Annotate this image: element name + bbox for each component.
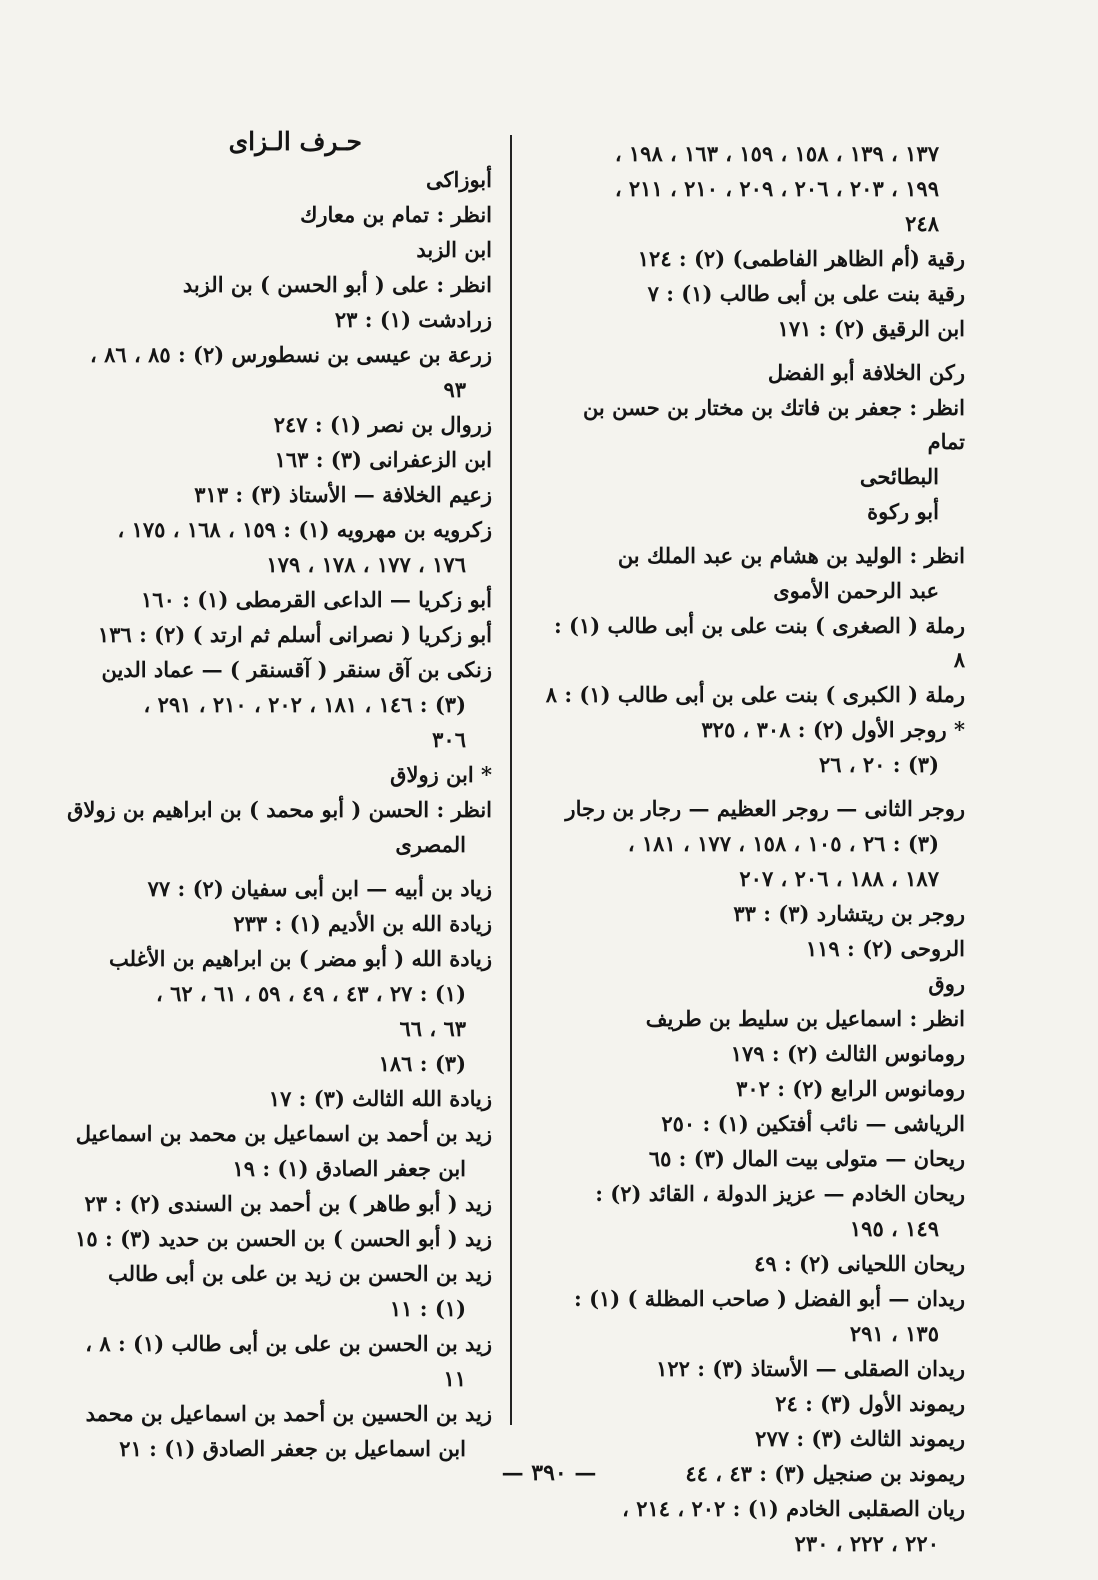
- index-entry: [540, 356, 965, 390]
- index-entry-text: ريحان — متولى بيت المال (٣) : ٦٥: [648, 1146, 965, 1171]
- index-entry-text: البطائحى: [859, 464, 939, 489]
- index-entry-text: رومانوس الثالث (٢) : ١٧٩: [730, 1041, 965, 1066]
- index-entry: [60, 1327, 492, 1361]
- index-entry-continuation: [60, 1047, 492, 1081]
- index-entry: [540, 539, 965, 573]
- index-entry: [540, 1387, 965, 1421]
- index-entry-text: أبو زكريا ( نصرانى أسلم ثم ارتد ) (٢) : ١٣٦: [97, 622, 492, 647]
- index-entry-text: انظر : الحسن ( أبو محمد ) بن ابراهيم بن زولاق: [67, 797, 492, 822]
- index-entry-text: انظر : الوليد بن هشام بن عبد الملك بن: [617, 543, 965, 568]
- index-entry-text: زعيم الخلافة — الأستاذ (٣) : ٣١٣: [194, 482, 492, 507]
- index-entry-text: ريموند الأول (٣) : ٢٤: [775, 1391, 965, 1416]
- index-entry-continuation: [540, 574, 965, 608]
- index-entry-text: زنكى بن آق سنقر ( آقسنقر ) — عماد الدين: [101, 657, 492, 682]
- index-entry-text: ابن الزبد: [416, 237, 492, 262]
- index-entry-text: ابن جعفر الصادق (١) : ١٩: [232, 1156, 466, 1181]
- index-entry-text: ابن الزعفرانى (٣) : ١٦٣: [274, 447, 492, 472]
- index-entry: [60, 1187, 492, 1221]
- index-entry-continuation: [60, 723, 492, 757]
- index-entry-text: زيد بن الحسين بن أحمد بن اسماعيل بن محمد: [85, 1401, 492, 1426]
- index-entry: [540, 897, 965, 931]
- left-column-entries: [60, 163, 492, 1466]
- index-entry-text: ابن الرقيق (٢) : ١٧١: [777, 316, 965, 341]
- index-entry: [60, 793, 492, 827]
- index-entry-text: زروال بن نصر (١) : ٢٤٧: [273, 412, 492, 437]
- index-entry: [540, 932, 965, 966]
- index-entry: [60, 513, 492, 547]
- index-entry-text: ١٩٩ ، ٢٠٣ ، ٢٠٦ ، ٢٠٩ ، ٢١٠ ، ٢١١ ،: [614, 176, 939, 201]
- index-entry-text: زرعة بن عيسى بن نسطورس (٢) : ٨٥ ، ٨٦ ،: [90, 342, 492, 367]
- index-entry: [540, 1177, 965, 1211]
- index-entry-text: روجر الثانى — روجر العظيم — رجار بن رجار: [565, 796, 965, 821]
- index-entry-text: ريحان الخادم — عزيز الدولة ، القائد (٢) :: [595, 1181, 965, 1206]
- index-entry-text: زيادة الله بن الأديم (١) : ٢٣٣: [233, 911, 492, 936]
- index-entry-text: (٣) : ١٨٦: [378, 1051, 466, 1076]
- index-entry: [60, 198, 492, 232]
- index-entry: [60, 583, 492, 617]
- index-entry: [60, 872, 492, 906]
- index-entry-text: زيد بن الحسن بن على بن أبى طالب (١) : ٨ ،: [85, 1331, 492, 1356]
- index-entry-text: رومانوس الرابع (٢) : ٣٠٢: [736, 1076, 965, 1101]
- index-entry-text: ١٣٧ ، ١٣٩ ، ١٥٨ ، ١٥٩ ، ١٦٣ ، ١٩٨ ،: [614, 141, 939, 166]
- index-entry-text: ٢٢٠ ، ٢٢٢ ، ٢٣٠: [794, 1531, 939, 1556]
- index-entry-continuation: [60, 688, 492, 722]
- index-entry-text: رقية بنت على بن أبى طالب (١) : ٧: [647, 281, 965, 306]
- index-entry-text: أبو ركوة: [867, 499, 939, 524]
- index-entry: [60, 1222, 492, 1256]
- index-entry-text: زيادة الله ( أبو مضر ) بن ابراهيم بن الأغلب: [109, 946, 492, 971]
- index-entry-text: زيادة الله الثالث (٣) : ١٧: [268, 1086, 492, 1111]
- index-entry: [60, 233, 492, 267]
- index-entry-text: (٣) : ٢٦ ، ١٠٥ ، ١٥٨ ، ١٧٧ ، ١٨١ ،: [627, 831, 939, 856]
- index-entry-text: زكرويه بن مهرويه (١) : ١٥٩ ، ١٦٨ ، ١٧٥ ،: [117, 517, 492, 542]
- index-entry-continuation: [60, 1292, 492, 1326]
- index-entry: [540, 967, 965, 1001]
- index-entry-text: ريان الصقلبى الخادم (١) : ٢٠٢ ، ٢١٤ ،: [622, 1496, 965, 1521]
- index-entry-text: ١١: [443, 1366, 466, 1391]
- index-entry-continuation: [60, 373, 492, 407]
- index-entry-text: (١) : ٢٧ ، ٤٣ ، ٤٩ ، ٥٩ ، ٦١ ، ٦٢ ،: [155, 981, 466, 1006]
- index-entry-text: ١٧٦ ، ١٧٧ ، ١٧٨ ، ١٧٩: [266, 552, 466, 577]
- index-entry-continuation: [540, 460, 965, 494]
- index-entry-text: المصرى: [395, 832, 466, 857]
- index-entry-continuation: [540, 862, 965, 896]
- index-entry-text: ١٤٩ ، ١٩٥: [849, 1216, 939, 1241]
- index-entry: [540, 713, 965, 747]
- index-entry-text: زيد ( أبو الحسن ) بن الحسن بن حديد (٣) : ١٥: [75, 1226, 492, 1251]
- index-entry: [540, 242, 965, 276]
- index-entry: [540, 1492, 965, 1526]
- index-entry-continuation: [540, 495, 965, 529]
- index-entry-text: * روجر الأول (٢) : ٣٠٨ ، ٣٢٥: [701, 717, 965, 742]
- index-entry: [60, 478, 492, 512]
- index-entry-text: ١٨٧ ، ١٨٨ ، ٢٠٦ ، ٢٠٧: [739, 866, 939, 891]
- index-entry-text: رقية (أم الظاهر الفاطمى) (٢) : ١٢٤: [637, 246, 965, 271]
- index-entry: [60, 163, 492, 197]
- index-entry-text: ريموند بن صنجيل (٣) : ٤٣ ، ٤٤: [685, 1461, 965, 1486]
- index-entry: [540, 391, 965, 459]
- index-entry-text: أبو زكريا — الداعى القرمطى (١) : ١٦٠: [141, 587, 492, 612]
- index-entry-text: انظر : جعفر بن فاتك بن مختار بن حسن بن تمام: [582, 395, 965, 454]
- index-entry-text: ٦٣ ، ٦٦: [399, 1016, 466, 1041]
- index-entry-continuation: [60, 1362, 492, 1396]
- index-entry-continuation: [60, 1152, 492, 1186]
- page-number: — ٣٩٠ —: [501, 1460, 597, 1486]
- index-entry-continuation: [540, 207, 965, 241]
- index-entry-text: زيد بن الحسن بن زيد بن على بن أبى طالب: [108, 1261, 492, 1286]
- index-entry-text: (٣) : ٢٠ ، ٢٦: [818, 752, 939, 777]
- index-entry-text: زياد بن أبيه — ابن أبى سفيان (٢) : ٧٧: [147, 876, 492, 901]
- index-entry-text: ٩٣: [443, 377, 466, 402]
- index-entry-text: روق: [928, 971, 965, 996]
- index-entry: [540, 609, 965, 677]
- index-entry-text: رملة ( الكبرى ) بنت على بن أبى طالب (١) : ٨: [545, 682, 965, 707]
- index-entry: [540, 1107, 965, 1141]
- index-entry-continuation: [60, 977, 492, 1011]
- index-entry-text: * ابن زولاق: [390, 762, 492, 787]
- index-entry-text: زرادشت (١) : ٢٣: [334, 307, 492, 332]
- section-title: حـرف الـزاى: [228, 127, 362, 156]
- index-entry-text: (٣) : ١٤٦ ، ١٨١ ، ٢٠٢ ، ٢١٠ ، ٢٩١ ،: [143, 692, 466, 717]
- index-entry-text: ١٣٥ ، ٢٩١: [849, 1321, 939, 1346]
- index-entry: [60, 1397, 492, 1431]
- index-entry: [60, 1117, 492, 1151]
- index-entry: [60, 942, 492, 976]
- index-entry: [540, 1422, 965, 1456]
- index-entry: [60, 758, 492, 792]
- index-entry-continuation: [540, 1317, 965, 1351]
- index-entry-text: ركن الخلافة أبو الفضل: [767, 360, 965, 385]
- right-column: [540, 125, 965, 1562]
- index-entry-text: رملة ( الصغرى ) بنت على بن أبى طالب (١) : ٨: [553, 613, 965, 672]
- index-entry: [60, 618, 492, 652]
- index-entry-continuation: [540, 172, 965, 206]
- index-entry-continuation: [60, 828, 492, 862]
- index-entry: [60, 1257, 492, 1291]
- index-entry-text: ريحان اللحيانى (٢) : ٤٩: [754, 1251, 965, 1276]
- index-entry: [540, 1142, 965, 1176]
- index-entry-text: انظر : على ( أبو الحسن ) بن الزبد: [182, 272, 492, 297]
- index-entry: [540, 1282, 965, 1316]
- index-entry-text: عبد الرحمن الأموى: [773, 578, 939, 603]
- index-entry: [540, 1072, 965, 1106]
- index-entry: [60, 408, 492, 442]
- index-entry: [60, 268, 492, 302]
- index-entry: [540, 1247, 965, 1281]
- index-entry-text: زيد ( أبو طاهر ) بن أحمد بن السندى (٢) : ٢٣: [84, 1191, 492, 1216]
- index-entry-text: روجر بن ريتشارد (٣) : ٣٣: [733, 901, 965, 926]
- index-entry-text: ٢٤٨: [905, 211, 939, 236]
- index-entry: [540, 678, 965, 712]
- index-entry-text: ريدان الصقلى — الأستاذ (٣) : ١٢٢: [656, 1356, 965, 1381]
- index-entry-text: ابن اسماعيل بن جعفر الصادق (١) : ٢١: [119, 1436, 466, 1461]
- index-entry: [540, 1352, 965, 1386]
- column-divider: [510, 135, 512, 1425]
- index-entry-continuation: [540, 1212, 965, 1246]
- index-entry-text: انظر : اسماعيل بن سليط بن طريف: [645, 1006, 965, 1031]
- index-entry: [60, 1082, 492, 1116]
- index-entry-text: الرياشى — نائب أفتكين (١) : ٢٥٠: [661, 1111, 965, 1136]
- index-entry-text: أبوزاكى: [425, 167, 492, 192]
- index-entry-continuation: [60, 548, 492, 582]
- index-entry-text: انظر : تمام بن معارك: [300, 202, 492, 227]
- index-entry-continuation: [540, 1527, 965, 1561]
- index-entry: [540, 1002, 965, 1036]
- index-entry-text: زيد بن أحمد بن اسماعيل بن محمد بن اسماعيل: [75, 1121, 492, 1146]
- left-column: [60, 125, 492, 1467]
- index-entry: [540, 312, 965, 346]
- index-entry-text: (١) : ١١: [389, 1296, 466, 1321]
- index-entry: [60, 338, 492, 372]
- index-entry-text: ريموند الثالث (٣) : ٢٧٧: [755, 1426, 965, 1451]
- index-entry: [60, 443, 492, 477]
- index-entry: [540, 792, 965, 826]
- index-entry: [60, 303, 492, 337]
- index-entry: [60, 653, 492, 687]
- index-entry-text: ٣٠٦: [432, 727, 466, 752]
- index-entry: [540, 277, 965, 311]
- index-entry: [540, 1037, 965, 1071]
- index-entry-text: الروحى (٢) : ١١٩: [805, 936, 965, 961]
- index-entry-continuation: [540, 748, 965, 782]
- index-entry: [60, 907, 492, 941]
- index-entry-continuation: [540, 827, 965, 861]
- index-entry-continuation: [540, 137, 965, 171]
- index-entry-continuation: [60, 1012, 492, 1046]
- index-entry-text: ريدان — أبو الفضل ( صاحب المظلة ) (١) :: [574, 1286, 965, 1311]
